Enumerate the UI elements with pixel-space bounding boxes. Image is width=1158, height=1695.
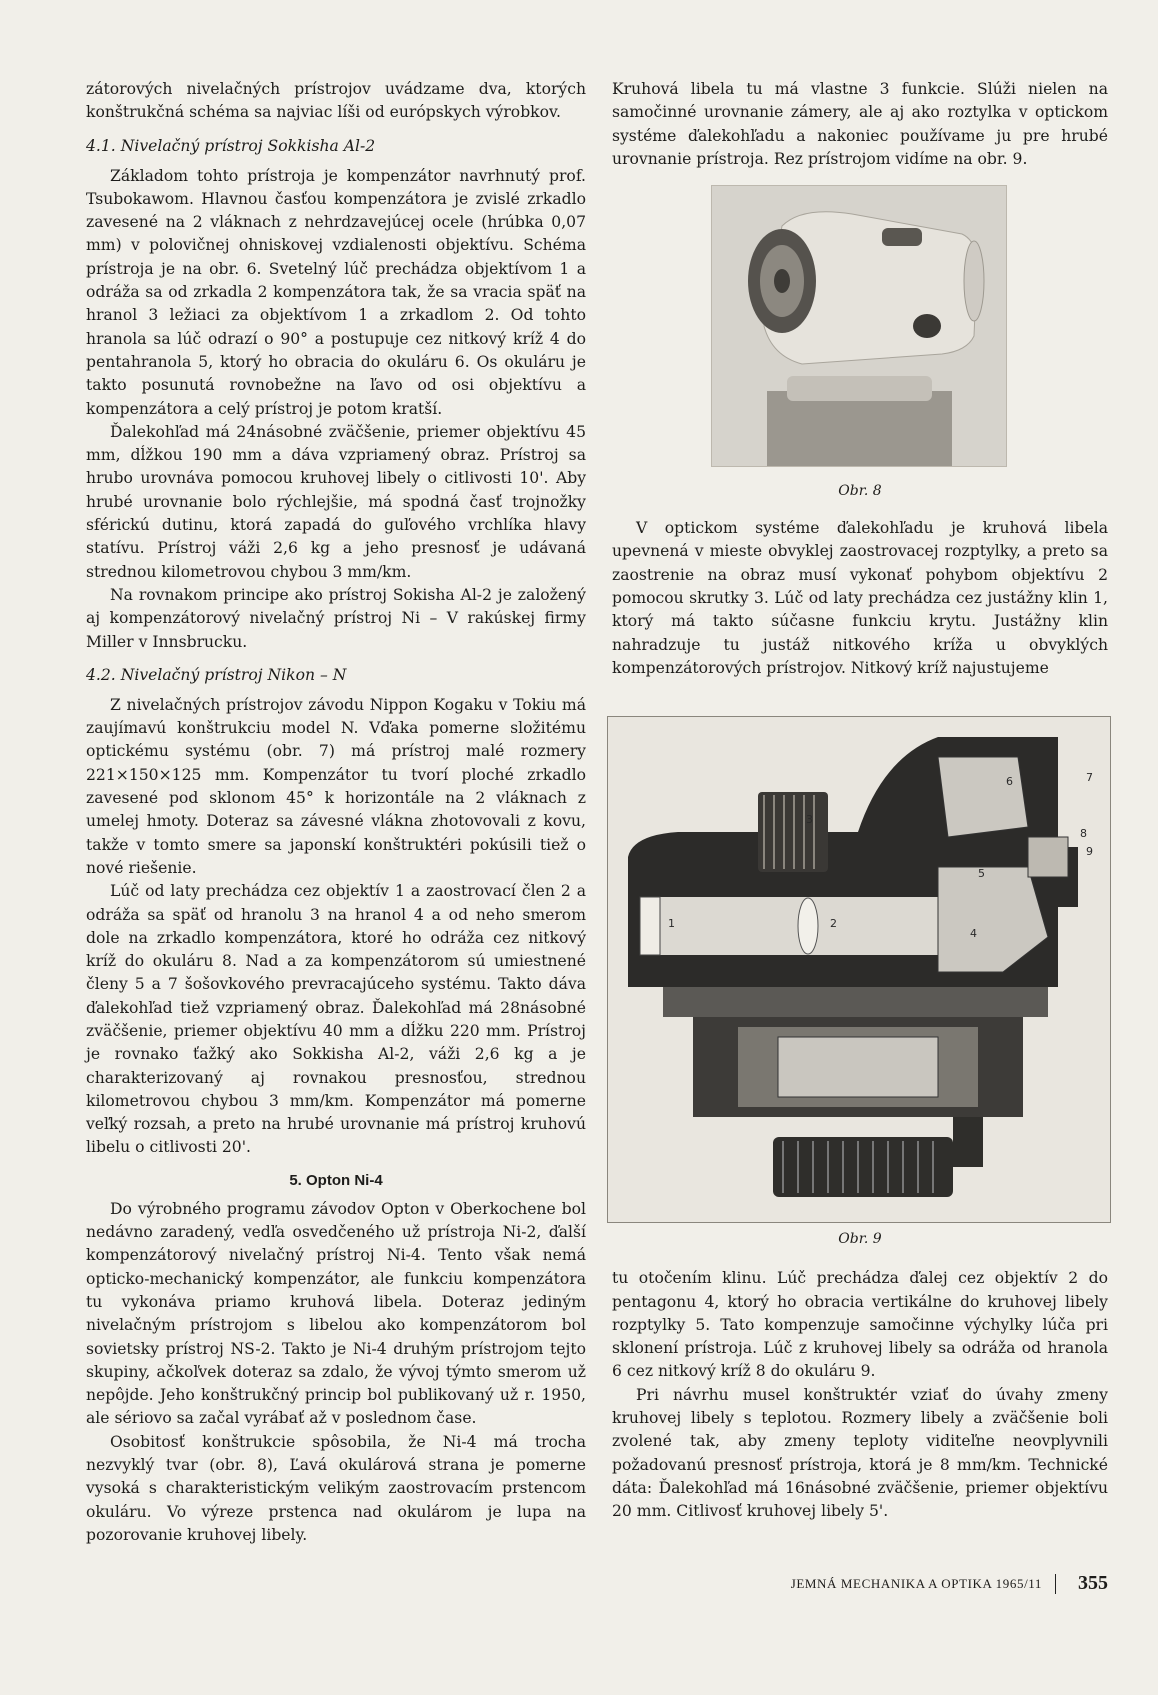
figure-caption: Obr. 9 (838, 1231, 882, 1248)
paragraph: Pri návrhu musel konštruktér vziať do úvahy zmeny kruhovej libely s teplotou. Rozmery libely a zväčšenie boli zvolené tak, aby zmeny teploty viditeľne neovplyvnili požadovanú presnosť prístroja, ktorá je 8 mm/km. Technické dáta: Ďalekohľad má 16násobné zväčšenie, priemer objektívu 20 mm. Citlivosť kruhovej libely 5'. (612, 1385, 1108, 1521)
instrument-photo (711, 185, 1007, 467)
diagram-label: 7 (1086, 771, 1093, 785)
subsection-heading-4-2: 4.2. Nivelačný prístroj Nikon – N (86, 665, 347, 684)
paragraph: zátorových nivelačných prístrojov uvádzame dva, ktorých konštrukčná schéma sa najviac líši od európskych výrobkov. (86, 80, 586, 122)
diagram-label: 3 (806, 813, 813, 827)
paragraph: Na rovnakom principe ako prístroj Sokisha Al-2 je založený aj kompenzátorový nivelačný prístroj Ni – V rakúskej firmy Miller v Innsbrucku. (86, 585, 586, 651)
cross-section-diagram (607, 716, 1111, 1223)
paragraph: V optickom systéme ďalekohľadu je kruhová libela upevnená v mieste obvyklej zaostrovacej rozptylky, a preto sa zaostrenie na obraz musí vykonať pohybom objektívu 2 pomocou skrutky 3. Lúč od laty prechádza cez justážny klin 1, ktorý má takto súčasne funkciu krytu. Justážny klin nahradzuje tu justáž nitkového kríža u obvyklých kompenzátorových prístrojov. Nitkový kríž najustujeme (612, 519, 1108, 677)
figure-8 (612, 185, 1108, 501)
instrument-cross-section-illustration (608, 717, 1110, 1222)
diagram-label: 4 (970, 927, 977, 941)
figure-caption: Obr. 8 (838, 483, 882, 500)
diagram-label: 6 (1006, 775, 1013, 789)
page-number: 355 (1078, 1572, 1108, 1594)
subsection-heading-4-1: 4.1. Nivelačný prístroj Sokkisha Al-2 (86, 136, 376, 155)
paragraph: Z nivelačných prístrojov závodu Nippon Kogaku v Tokiu má zaujímavú konštrukciu model N. Vďaka pomerne složitému optickému systému (obr. 7) má prístroj malé rozmery 221×150×125 mm. Kompenzátor tu tvorí ploché zrkadlo zavesené pod sklonom 45° k horizontále na 2 vláknach z umelej hmoty. Doteraz sa závesné vlákna zhotovovali z kovu, takže v tomto smere sa japonskí konštruktéri pokúsili tiež o nové riešenie. (86, 695, 586, 877)
left-column (86, 78, 586, 1547)
paragraph: Do výrobného programu závodov Opton v Oberkochene bol nedávno zaradený, vedľa osvedčeného už prístroja Ni-2, ďalší kompenzátorový nivelačný prístroj Ni-4. Tento však nemá opticko-mechanický kompenzátor, ale funkciu kompenzátora tu vykonáva priamo kruhová libela. Doteraz jediným nivelačným prístrojom s libelou ako kompenzátorom bol sovietsky prístroj NS-2. Takto je Ni-4 druhým prístrojom tejto skupiny, ačkoľvek doteraz sa zdalo, že vývoj týmto smerom už nepôjde. Jeho konštrukčný princip bol publikovaný už r. 1950, ale sériovo sa začal vyrábať až v poslednom čase. (86, 1199, 586, 1428)
section-heading-5: 5. Opton Ni-4 (289, 1171, 383, 1189)
diagram-label: 2 (830, 917, 837, 931)
right-column (612, 78, 1108, 1524)
diagram-label: 9 (1086, 845, 1093, 859)
paragraph: Ďalekohľad má 24násobné zväčšenie, priemer objektívu 45 mm, dĺžkou 190 mm a dáva vzpriamený obraz. Prístroj sa hrubo urovnáva pomocou kruhovej libely o citlivosti 10'. Aby hrubé urovnanie bolo rýchlejšie, má spodná časť trojnožky sférickú dutinu, ktorá zapadá do guľového vrchlíka hlavy statívu. Prístroj váži 2,6 kg a jeho presnosť je udávaná strednou kilometrovou chybou 3 mm/km. (86, 422, 586, 581)
footer-divider (1055, 1574, 1056, 1594)
paragraph: Kruhová libela tu má vlastne 3 funkcie. Slúži nielen na samočinné urovnanie zámery, ale aj ako roztylka v optickom systéme ďalekohľadu a nakoniec používame ju pre hrubé urovnanie prístroja. Rez prístrojom vidíme na obr. 9. (612, 80, 1108, 168)
paragraph: Lúč od laty prechádza cez objektív 1 a zaostrovací člen 2 a odráža sa späť od hranolu 3 na hranol 4 a od neho smerom dole na zrkadlo kompenzátora, ktoré ho odráža cez nitkový kríž do okuláru 8. Nad a za kompenzátorom sú umiestnené členy 5 a 7 šošovkového prevracajúceho systému. Takto dáva ďalekohľad tiež vzpriamený obraz. Ďalekohľad má 28násobné zväčšenie, priemer objektívu 40 mm a dĺžku 220 mm. Prístroj je rovnako ťažký ako Sokkisha Al-2, váži 2,6 kg a je charakterizovaný aj rovnakou presnosťou, strednou kilometrovou chybou 3 mm/km. Kompenzátor má pomerne veľký rozsah, a preto na hrubé urovnanie má prístroj kruhovú libelu o citlivosti 20'. (86, 882, 586, 1157)
leveling-instrument-illustration (712, 186, 1006, 466)
journal-name: JEMNÁ MECHANIKA A OPTIKA 1965/11 (790, 1576, 1042, 1591)
paragraph: Základom tohto prístroja je kompenzátor navrhnutý prof. Tsubokawom. Hlavnou časťou kompenzátora je zvislé zrkadlo zavesené na 2 vláknach z nehrdzavejúcej ocele (hrúbka 0,07 mm) v polovičnej ohniskovej vzdialenosti objektívu. Schéma prístroja je na obr. 6. Svetelný lúč prechádza objektívom 1 a odráža sa od zrkadla 2 kompenzátora tak, že sa vracia späť na hranol 3 ležiaci za objektívom 1 a zrkadlom 2. Od tohto hranola sa lúč odrazí o 90° a postupuje cez nitkový kríž 4 do pentahranola 5, ktorý ho obracia do okuláru 6. Os okuláru je takto posunutá rovnobežne na ľavo od osi objektívu a kompenzátora a celý prístroj je potom kratší. (86, 166, 586, 418)
paragraph: tu otočením klinu. Lúč prechádza ďalej cez objektív 2 do pentagonu 4, ktorý ho obracia vertikálne do kruhovej libely rozptylky 5. Tato kompenzuje samočinne výchylky lúča pri sklonení prístroja. Lúč z kruhovej libely sa odráža od hranola 6 cez nitkový kríž 8 do okuláru 9. (612, 1269, 1108, 1381)
figure-9 (612, 716, 1108, 1249)
paragraph: Osobitosť konštrukcie spôsobila, že Ni-4 má trocha nezvyklý tvar (obr. 8), Ľavá okulárová strana je pomerne vysoká s charakteristickým velikým zaostrovacím prstencom okuláru. Vo výreze prstenca nad okulárom je lupa na pozorovanie kruhovej libely. (86, 1432, 586, 1544)
diagram-label: 1 (668, 917, 675, 931)
diagram-label: 8 (1080, 827, 1087, 841)
diagram-label: 5 (978, 867, 985, 881)
